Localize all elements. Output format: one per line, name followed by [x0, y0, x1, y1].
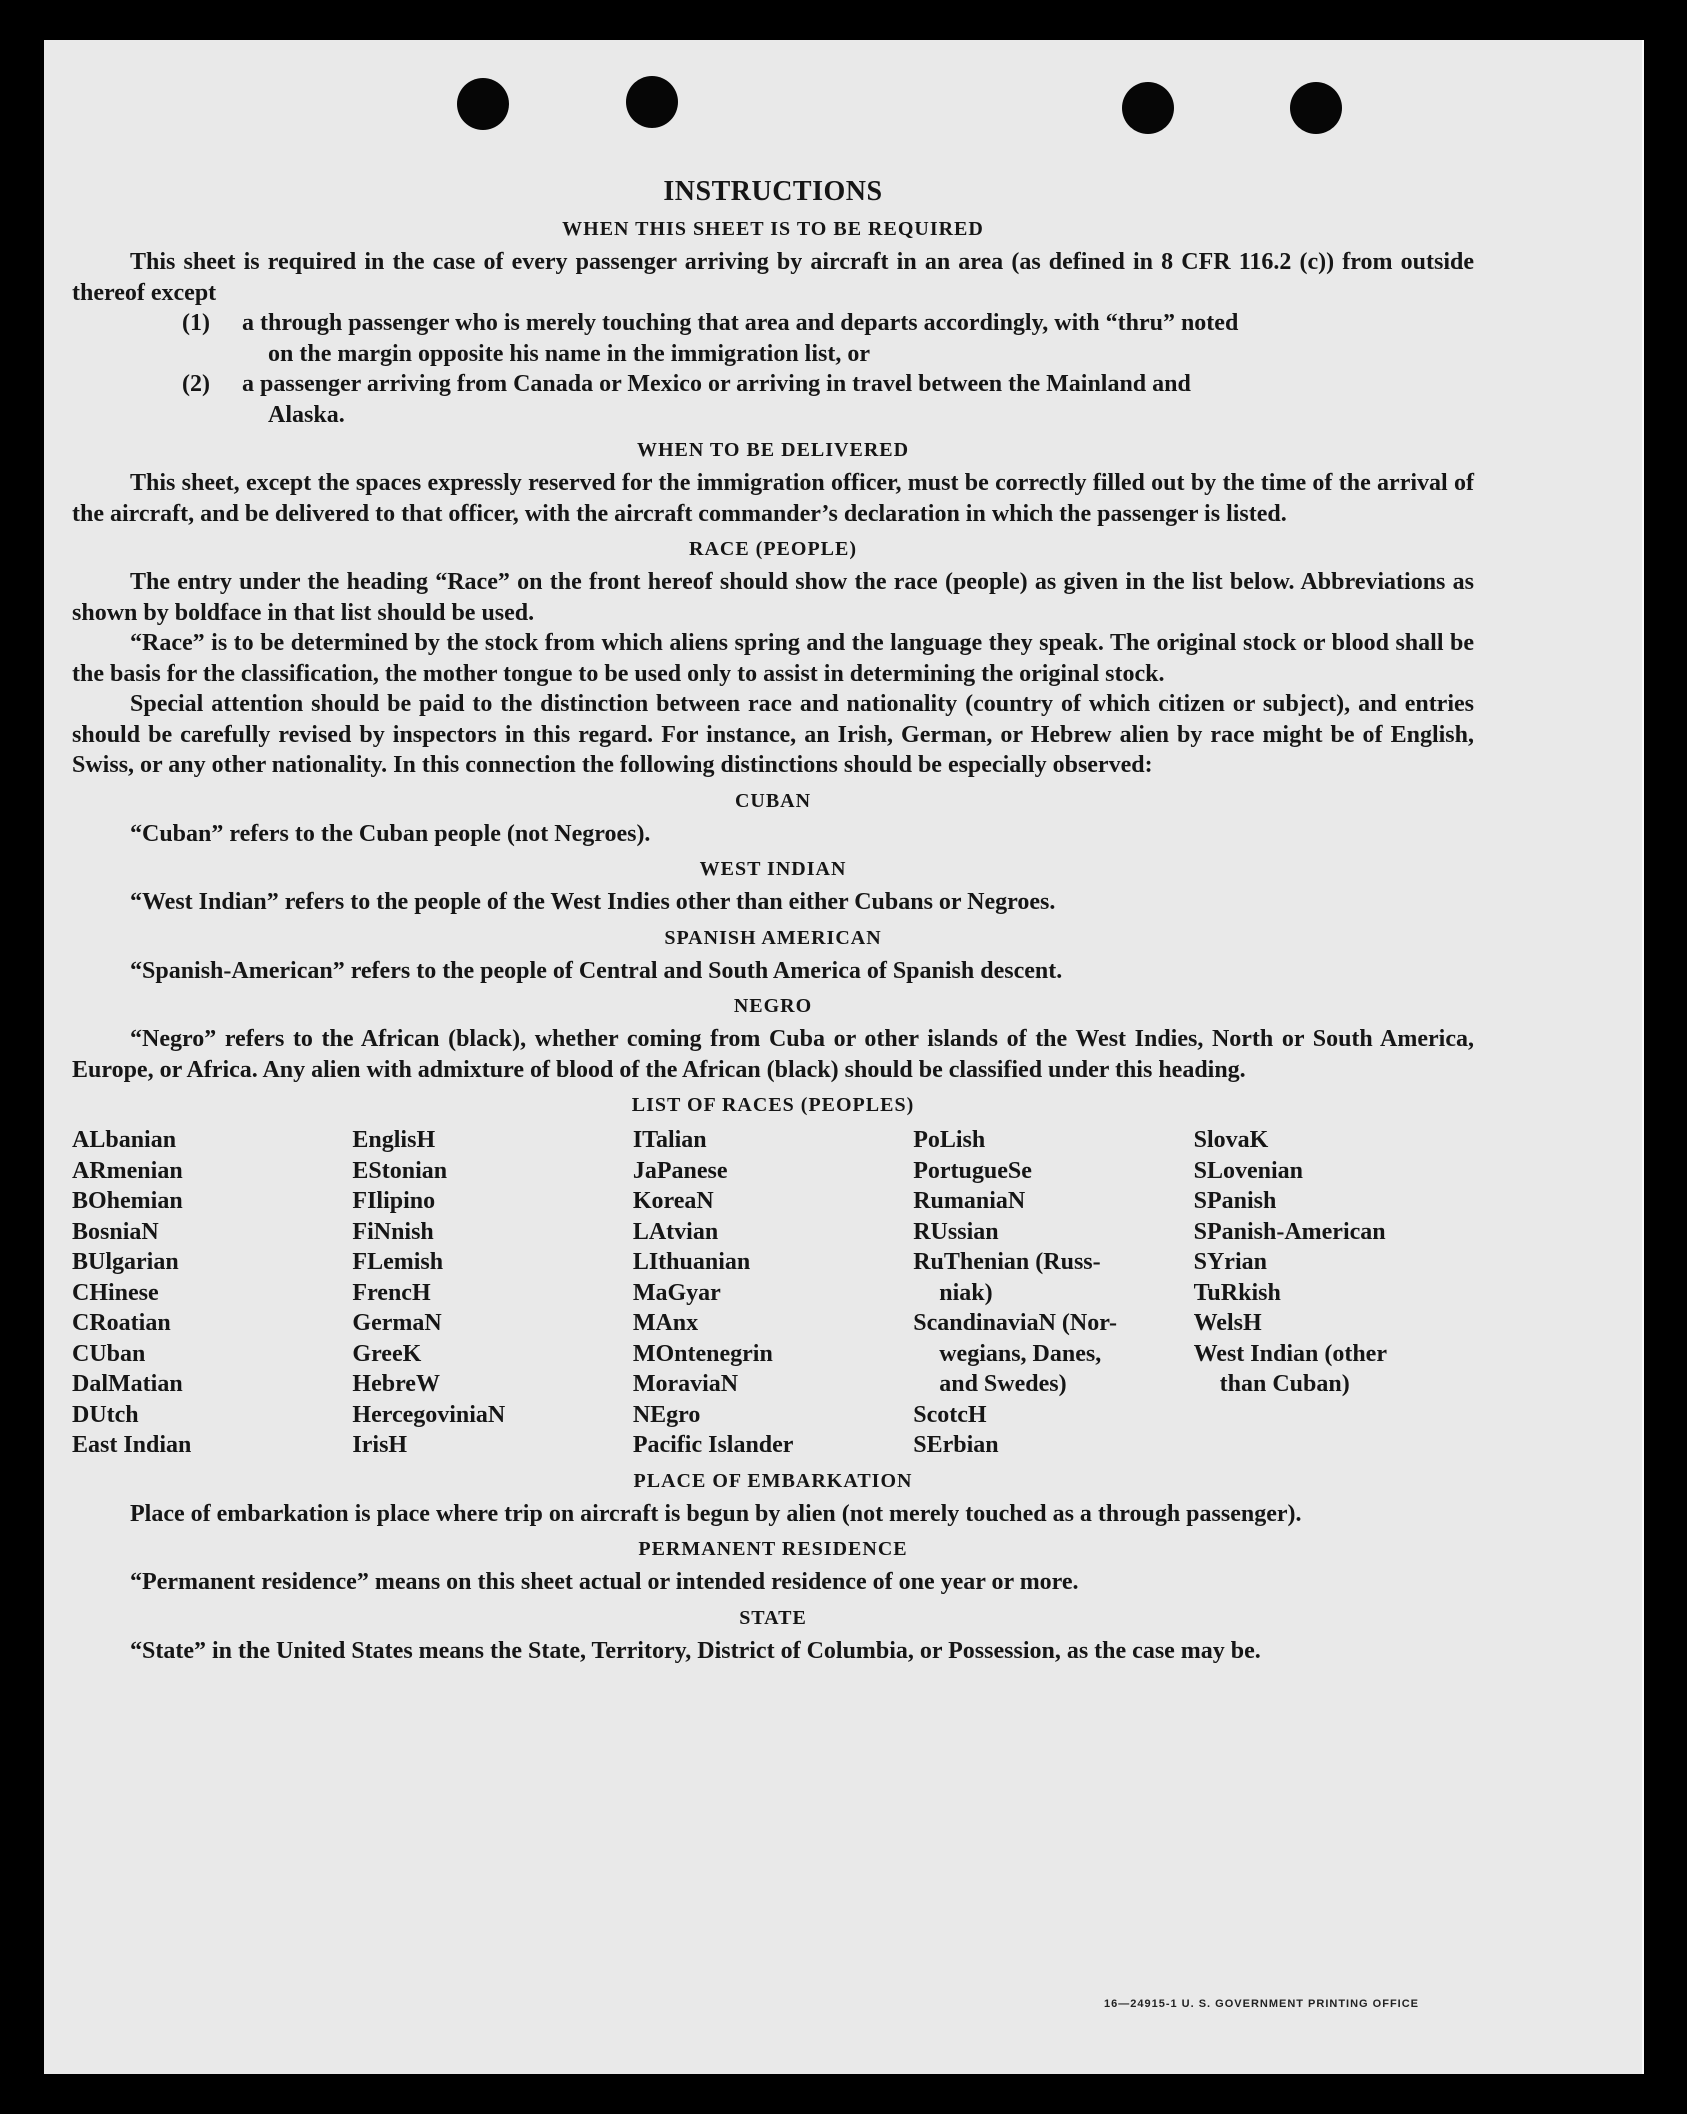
race-entry: MOntenegrin — [632, 1340, 773, 1367]
races-column — [633, 1125, 913, 1461]
instructions-body — [72, 175, 1474, 1666]
race-entry: DalMatian — [72, 1371, 183, 1397]
race-entry: SErbian — [913, 1432, 999, 1458]
punch-hole — [1290, 82, 1342, 134]
race-entry: FiNnish — [352, 1218, 434, 1245]
section-heading-embarkation: PLACE OF EMBARKATION — [633, 1469, 913, 1492]
race-entry: RumaniaN — [913, 1188, 1026, 1214]
race-entry: ScandinaviaN (Nor- — [913, 1310, 1118, 1336]
paragraph: This sheet, except the spaces expressly reserved for the immigration officer, must be correctly filled out by the time of the arrival of the aircraft, and be delivered to that officer, with the aircraft commander’s declaration in which the passenger is listed. — [72, 470, 1474, 527]
race-entry: HebreW — [352, 1371, 440, 1397]
race-entry: MAnx — [632, 1310, 699, 1336]
section-heading-race: RACE (PEOPLE) — [689, 538, 857, 560]
race-entry-continuation: and Swedes) — [939, 1371, 1067, 1397]
item-text-line: Alaska. — [268, 401, 345, 428]
punch-hole — [1122, 82, 1174, 134]
race-entry: CUban — [72, 1340, 146, 1367]
race-entry: SLovenian — [1193, 1157, 1303, 1184]
race-entry: PortugueSe — [913, 1157, 1032, 1184]
section-heading-spanish-american: SPANISH AMERICAN — [664, 926, 882, 949]
section-heading-required: WHEN THIS SHEET IS TO BE REQUIRED — [562, 218, 984, 240]
race-entry: HercegoviniaN — [352, 1401, 506, 1428]
paragraph: “Spanish-American” refers to the people of Central and South America of Spanish descent. — [130, 957, 1063, 984]
race-entry: FLemish — [352, 1249, 444, 1275]
race-entry-continuation: wegians, Danes, — [939, 1340, 1102, 1367]
paragraph: “Permanent residence” means on this sheet actual or intended residence of one year or more. — [130, 1569, 1079, 1595]
paragraph: “State” in the United States means the State, Territory, District of Columbia, or Possession, as the case may be. — [130, 1637, 1261, 1664]
race-entry: DUtch — [72, 1401, 139, 1428]
paragraph: “Cuban” refers to the Cuban people (not Negroes). — [130, 820, 651, 847]
race-entry-continuation: niak) — [939, 1279, 993, 1306]
punch-hole — [626, 76, 678, 128]
item-text — [242, 308, 1474, 369]
races-column — [72, 1125, 352, 1461]
race-entry: BUlgarian — [72, 1249, 179, 1275]
list-item — [72, 369, 1474, 430]
race-entry: FIlipino — [352, 1188, 436, 1214]
race-entry: PoLish — [913, 1127, 986, 1153]
item-text-line: a through passenger who is merely touching that area and departs accordingly, with “thru” noted — [242, 310, 1239, 336]
race-entry: West Indian (other — [1193, 1340, 1387, 1367]
section-heading-negro: NEGRO — [733, 995, 813, 1017]
race-entry: JaPanese — [632, 1157, 728, 1184]
paragraph: The entry under the heading “Race” on the front hereof should show the race (people) as given in the list below. Abbreviations as shown by boldface in that list should be used. — [72, 569, 1474, 626]
races-column — [352, 1125, 632, 1461]
race-entry: GreeK — [352, 1340, 422, 1367]
paragraph: Place of embarkation is place where trip on aircraft is begun by alien (not merely touched as a through passenger). — [130, 1500, 1302, 1527]
document-sheet — [44, 40, 1644, 2074]
race-entry: EStonian — [352, 1157, 448, 1184]
paragraph: “West Indian” refers to the people of the West Indies other than either Cubans or Negroes. — [130, 889, 1056, 915]
race-entry: East Indian — [72, 1432, 192, 1458]
page-title: INSTRUCTIONS — [663, 176, 883, 207]
race-entry: TuRkish — [1193, 1279, 1281, 1306]
races-column — [913, 1125, 1193, 1461]
race-entry: ARmenian — [72, 1157, 183, 1184]
race-entry: Pacific Islander — [632, 1432, 794, 1458]
list-item — [72, 308, 1474, 369]
race-entry: FrencH — [352, 1279, 431, 1306]
race-entry: BosniaN — [72, 1218, 159, 1245]
section-heading-west-indian: WEST INDIAN — [699, 858, 847, 880]
section-heading-state: STATE — [739, 1606, 807, 1629]
races-column — [1194, 1125, 1474, 1461]
punch-hole — [457, 78, 509, 130]
race-entry: CRoatian — [72, 1310, 171, 1336]
race-entry: IrisH — [352, 1432, 408, 1458]
race-entry: MoraviaN — [632, 1371, 739, 1397]
race-entry: BOhemian — [72, 1188, 183, 1214]
item-number: (2) — [182, 371, 210, 397]
race-entry: RUssian — [913, 1218, 999, 1245]
item-text-line: on the margin opposite his name in the immigration list, or — [268, 340, 871, 367]
race-entry: ALbanian — [72, 1127, 177, 1153]
race-entry: KoreaN — [632, 1188, 714, 1214]
printing-office-code: 16—24915-1 U. S. GOVERNMENT PRINTING OFFICE — [1104, 1998, 1420, 2010]
races-list — [72, 1125, 1474, 1461]
race-entry: RuThenian (Russ- — [913, 1249, 1101, 1275]
item-number: (1) — [182, 310, 210, 336]
race-entry: NEgro — [632, 1401, 701, 1428]
paragraph: “Race” is to be determined by the stock from which aliens spring and the language they speak. The original stock or blood shall be the basis for the classification, the mother tongue to be used only to assist in determining the original stock. — [72, 630, 1474, 687]
item-text — [242, 369, 1474, 430]
race-entry-continuation: than Cuban) — [1219, 1371, 1350, 1397]
race-entry: MaGyar — [632, 1279, 721, 1306]
item-text-line: a passenger arriving from Canada or Mexico or arriving in travel between the Mainland and — [242, 371, 1191, 397]
section-heading-cuban: CUBAN — [734, 789, 812, 812]
race-entry: WelsH — [1193, 1310, 1262, 1336]
section-heading-list-of-races: LIST OF RACES (PEOPLES) — [631, 1094, 915, 1116]
section-heading-residence: PERMANENT RESIDENCE — [638, 1538, 908, 1560]
paragraph: This sheet is required in the case of every passenger arriving by aircraft in an area (as defined in 8 CFR 116.2 (c)) from outside thereof except — [72, 249, 1474, 306]
race-entry: SPanish — [1193, 1188, 1277, 1214]
race-entry: LAtvian — [632, 1218, 719, 1245]
race-entry: SlovaK — [1193, 1127, 1269, 1153]
race-entry: LIthuanian — [632, 1249, 751, 1275]
race-entry: EnglisH — [352, 1127, 436, 1153]
section-heading-delivered: WHEN TO BE DELIVERED — [636, 439, 910, 461]
race-entry: SPanish-American — [1193, 1218, 1386, 1245]
race-entry: ITalian — [632, 1127, 707, 1153]
race-entry: GermaN — [352, 1310, 442, 1336]
race-entry: CHinese — [72, 1279, 159, 1306]
paragraph: “Negro” refers to the African (black), whether coming from Cuba or other islands of the West Indies, North or South America, Europe, or Africa. Any alien with admixture of blood of the African (black) should be classified under this heading. — [72, 1026, 1474, 1083]
paragraph: Special attention should be paid to the distinction between race and nationality (country of which citizen or subject), and entries should be carefully revised by inspectors in this regard. For instance, an Irish, German, or Hebrew alien by race might be of English, Swiss, or any other nationality. In this connection the following distinctions should be especially observed: — [72, 691, 1474, 778]
race-entry: ScotcH — [913, 1401, 987, 1428]
race-entry: SYrian — [1193, 1249, 1267, 1275]
